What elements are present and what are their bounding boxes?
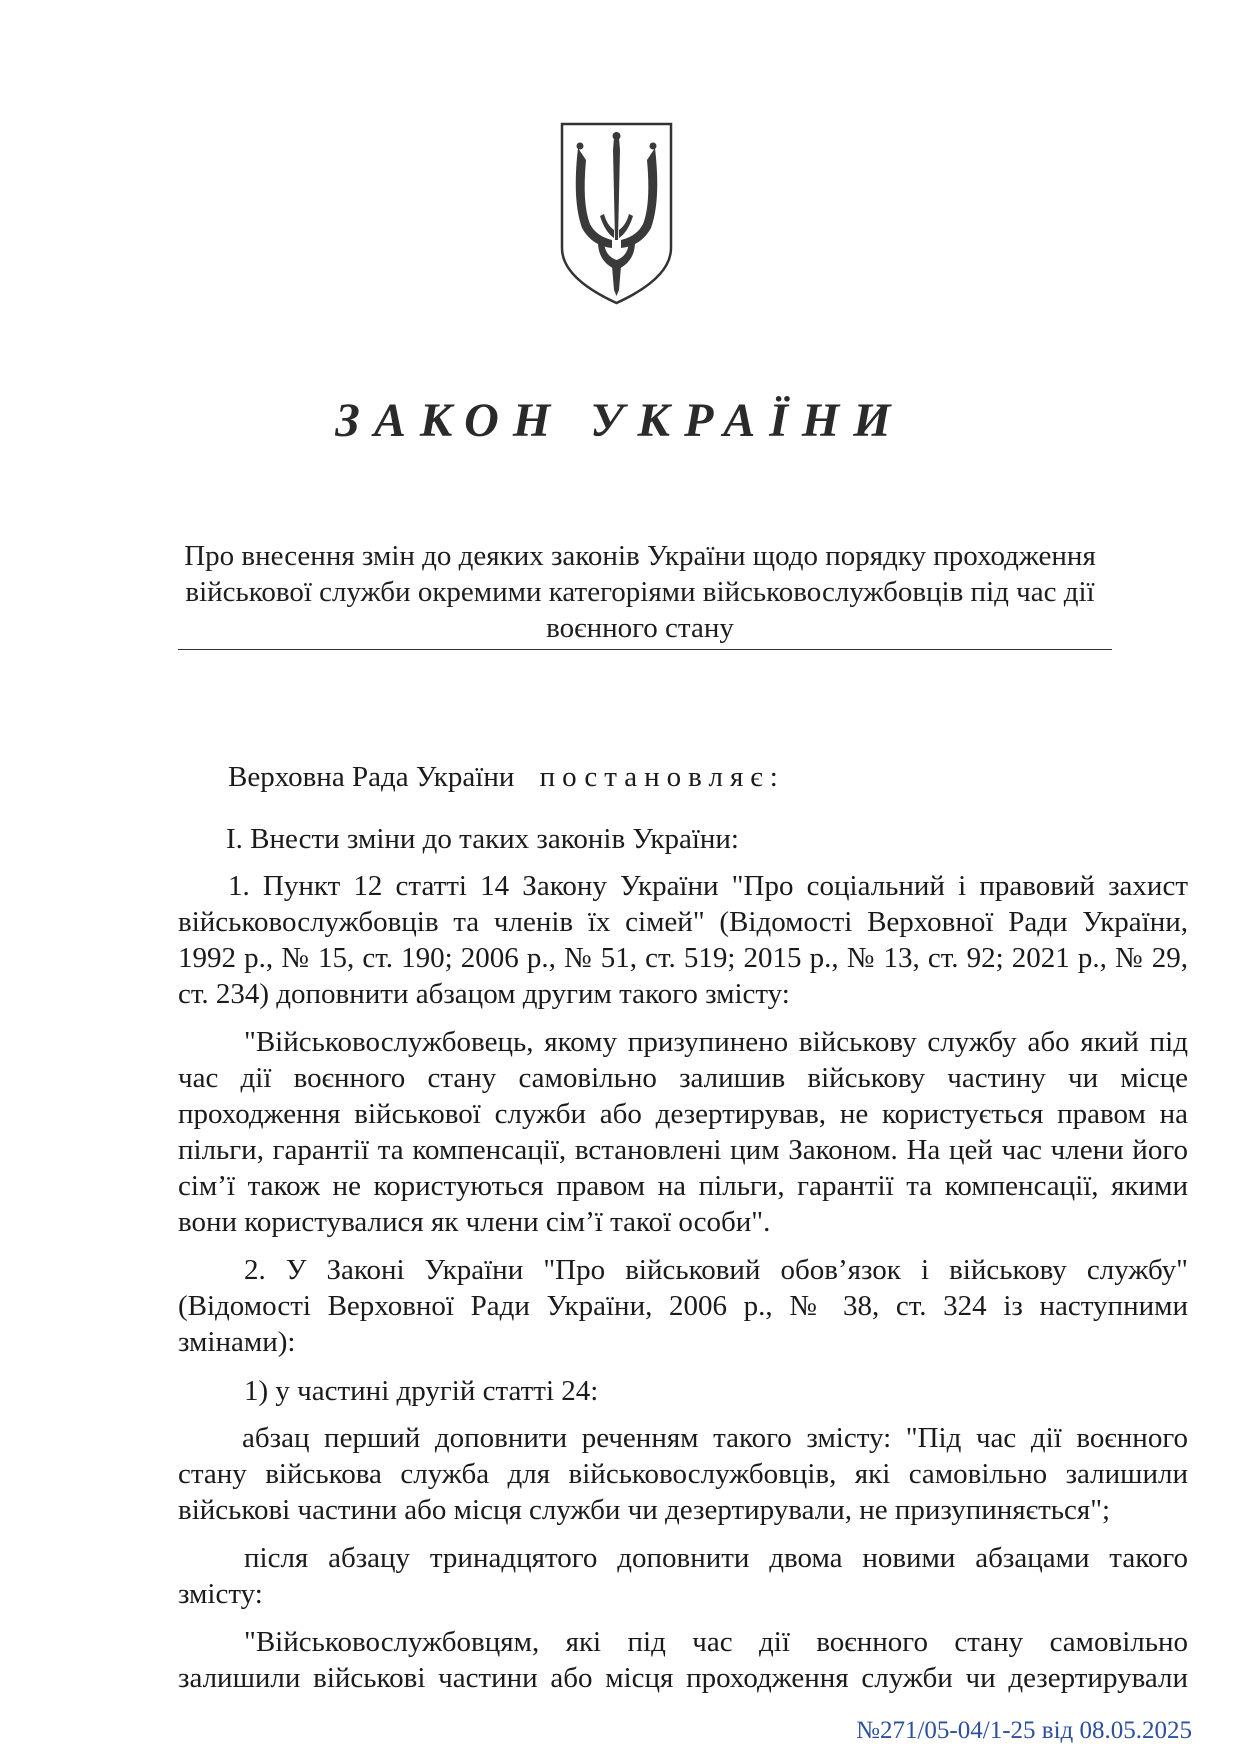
preamble-body: Верховна Рада України [228, 761, 515, 793]
quote-1-line: пільги, гарантії та компенсації, встановлені цим Законом. На цей час члени його [178, 1134, 1188, 1166]
para-a-line: стану військова служба для військовослужбовців, які самовільно залишили [178, 1458, 1188, 1490]
item-1-line: 1992 р., № 15, ст. 190; 2006 р., № 51, ст. 519; 2015 р., № 13, ст. 92; 2021 р., № 29, [178, 942, 1188, 974]
subtitle-divider [178, 649, 1112, 650]
subtitle-line: Про внесення змін до деяких законів України щодо порядку проходження [184, 540, 1096, 572]
law-title: ЗАКОН УКРАЇНИ [335, 394, 905, 447]
quote-1-line: сім’ї також не користуються правом на пільги, гарантії та компенсації, якими [178, 1170, 1188, 1202]
item-2-line: (Відомості Верховної Ради України, 2006 р., № 38, ст. 324 із наступними [178, 1290, 1188, 1322]
item-1-line: 1. Пункт 12 статті 14 Закону України "Про соціальний і правовий захист [228, 870, 1188, 902]
quote-2-line: залишили військові частини або місця проходження служби чи дезертирували [178, 1662, 1188, 1694]
section-heading: І. Внести зміни до таких законів України: [226, 823, 739, 855]
law-subtitle [160, 538, 1120, 646]
subtitle-line: воєнного стану [546, 612, 734, 644]
quote-1-line: вони користувалися як члени сім’ї такої особи". [178, 1206, 771, 1238]
subtitle-line: військової служби окремими категоріями військовослужбовців під час дії [185, 576, 1095, 608]
item-2-line: змінами): [178, 1326, 296, 1358]
registration-stamp: №271/05-04/1-25 від 08.05.2025 [856, 1717, 1192, 1744]
preamble-verb: постановляє: [539, 761, 785, 793]
para-b-line: змісту: [178, 1578, 263, 1610]
para-a-line: абзац перший доповнити реченням такого змісту: "Під час дії воєнного [242, 1422, 1188, 1454]
quote-1-line: час дії воєнного стану самовільно залишив військову частину чи місце [178, 1062, 1188, 1094]
para-b-line: після абзацу тринадцятого доповнити двома новими абзацами такого [244, 1542, 1188, 1574]
quote-1-line: "Військовослужбовець, якому призупинено військову службу або який під [244, 1026, 1188, 1058]
item-2-line: 2. У Законі України "Про військовий обов’язок і військову службу" [244, 1254, 1188, 1286]
item-1-line: ст. 234) доповнити абзацом другим такого змісту: [178, 978, 790, 1010]
para-a-line: військові частини або місця служби чи дезертирували, не призупиняється"; [178, 1494, 1111, 1526]
sub-item-heading: 1) у частині другій статті 24: [244, 1375, 599, 1407]
preamble [228, 760, 785, 794]
item-1-line: військовослужбовців та членів їх сімей" (Відомості Верховної Ради України, [178, 906, 1188, 938]
quote-2-line: "Військовослужбовцям, які під час дії воєнного стану самовільно [244, 1626, 1188, 1658]
quote-1-line: проходження військової служби або дезертирував, не користується правом на [178, 1098, 1188, 1130]
coat-of-arms-icon [558, 120, 675, 306]
